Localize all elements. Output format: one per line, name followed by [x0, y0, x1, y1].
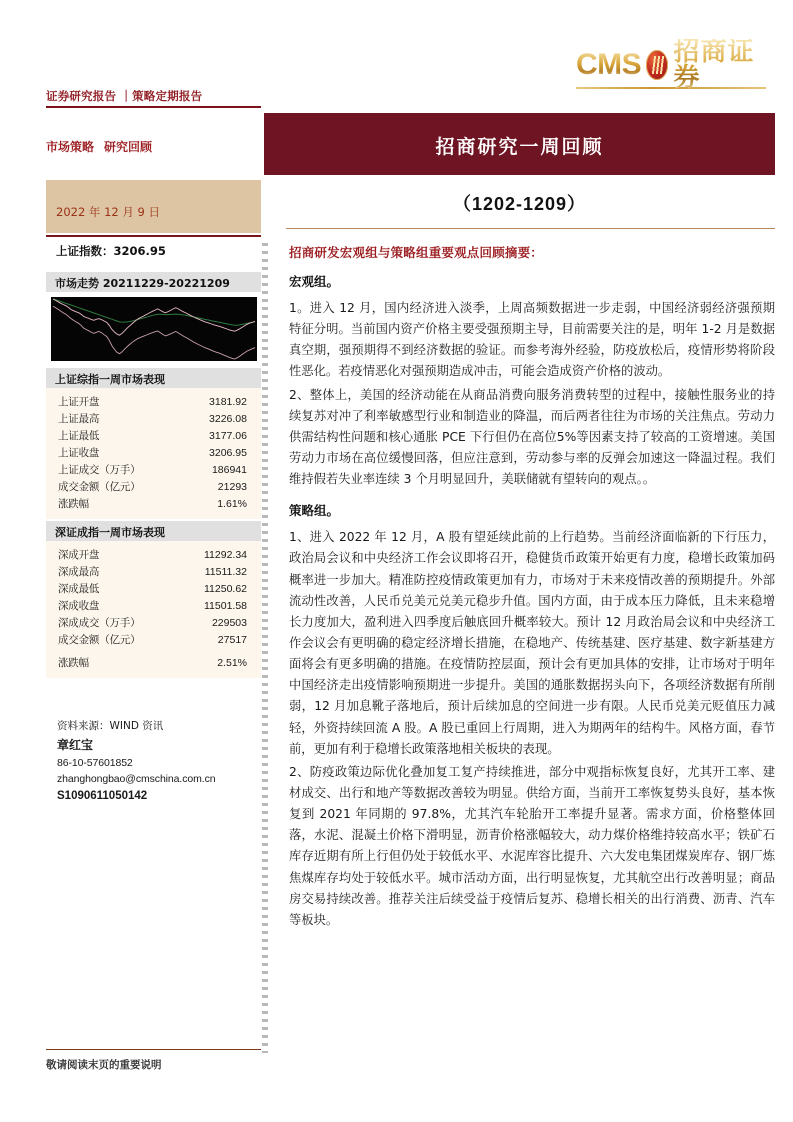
analyst-info-block	[57, 718, 262, 806]
logo-latin-text: CMS	[576, 48, 642, 81]
row-label: 深成最低	[58, 583, 100, 595]
analyst-name: 章红宝	[57, 738, 94, 753]
report-category-sub: 研究回顾	[104, 140, 153, 154]
report-type-label: 证券研究报告 ｜策略定期报告	[46, 89, 203, 103]
chart-series-line	[53, 299, 255, 325]
shenzhen-table-header: 深证成指一周市场表现	[46, 521, 261, 541]
table-row	[58, 496, 247, 513]
row-label: 涨跌幅	[58, 657, 89, 669]
row-label: 成交金额（亿元）	[58, 634, 141, 646]
footer-note: 敬请阅读末页的重要说明	[46, 1059, 162, 1071]
market-trend-chart	[51, 297, 257, 361]
row-label: 深成开盘	[58, 549, 100, 561]
trend-header-label: 市场走势	[55, 277, 99, 290]
report-type-rule	[46, 106, 261, 108]
company-logo	[576, 37, 766, 93]
report-date-band	[46, 180, 261, 233]
main-content	[289, 243, 775, 933]
row-value: 3177.06	[209, 430, 247, 442]
row-value: 229503	[211, 617, 247, 629]
analyst-phone: 86-10-57601852	[57, 756, 133, 769]
banner-bottom-rule	[286, 228, 775, 229]
row-label: 成交金额（亿元）	[58, 481, 141, 493]
index-summary	[56, 243, 166, 259]
trend-chart-svg	[51, 297, 257, 361]
table-row	[58, 462, 247, 479]
row-label: 深成成交（万手）	[58, 617, 141, 629]
report-period: （1202-1209）	[452, 194, 587, 214]
report-date: 2022 年 12 月 9 日	[56, 205, 160, 219]
data-source-label: 资料来源：WIND 资讯	[57, 720, 164, 732]
row-label: 深成最高	[58, 566, 100, 578]
strategy-paragraph: 2、防疫政策边际优化叠加复工复产持续推进，部分中观指标恢复良好，尤其开工率、建材成交、出行和地产等数据改善较为明显。供给方面，当前开工率恢复势头良好，基本恢复到 2021 年同期的 97.8%，尤其汽车轮胎开工率提升显著。需求方面，价格整体回落，水泥、混凝土价格下滑明显，沥青价格涨幅较大，动力煤价格维持较高水平；铁矿石库存近期有所上行但仍处于较低水平、水泥库容比提升、六大发电集团煤炭库存、钢厂炼焦煤库存均处于较低水平。城市活动方面，出行明显恢复，尤其航空出行改善明显；商品房交易持续改善。推荐关注后续受益于疫情后复苏、稳增长相关的出行消费、沥青、汽车等板块。	[289, 764, 775, 927]
table-row	[58, 547, 247, 564]
analyst-email[interactable]: zhanghongbao@cmschina.com.cn	[57, 773, 216, 786]
table-row	[58, 445, 247, 462]
row-value: 11501.58	[203, 600, 247, 612]
row-value: 21293	[217, 481, 247, 493]
logo-chinese-text: 招商证券	[673, 39, 766, 91]
macro-paragraph: 2、整体上，美国的经济动能在从商品消费向服务消费转型的过程中，接触性服务业的持续复苏对冲了利率敏感型行业和制造业的降温，而后两者往往为市场的关注焦点。劳动力供需结构性问题和核心通胀 PCE 下行但仍在高位5%等因素支持了较高的工资增速。美国劳动力市场在高位缓慢回落，但应注意到，劳动参与率的反弹会加速这一降温过程。我们维持假若失业率连续 3 个月明显回升，美联储就有望转向的观点。。	[289, 387, 775, 487]
content-heading: 招商研发宏观组与策略组重要观点回顾摘要：	[289, 245, 544, 260]
macro-section-heading: 宏观组。	[289, 274, 340, 289]
row-value: 186941	[211, 464, 247, 476]
report-title: 招商研究一周回顾	[435, 136, 604, 158]
row-value: 1.61%	[217, 498, 247, 510]
row-value: 11511.32	[204, 566, 247, 578]
row-label: 上证收盘	[58, 447, 100, 459]
row-label: 上证最低	[58, 430, 100, 442]
table-row	[58, 411, 247, 428]
row-value: 11292.34	[203, 549, 247, 561]
table-row	[58, 564, 247, 581]
row-label: 上证开盘	[58, 396, 100, 408]
table-row	[58, 394, 247, 411]
footer-rule	[46, 1049, 261, 1050]
strategy-paragraphs	[289, 527, 775, 931]
cms-emblem-icon	[646, 50, 668, 80]
trend-chart-header	[46, 272, 261, 292]
table-row	[58, 655, 247, 672]
index-summary-label: 上证指数：	[56, 244, 114, 258]
row-value: 3181.92	[209, 396, 247, 408]
macro-paragraph: 1。进入 12 月，国内经济进入淡季，上周高频数据进一步走弱，中国经济弱经济强预期特征分明。当前国内资产价格主要受强预期主导，目前需要关注的是，明年 1-2 月是数据真空期，强预期得不到经济数据的验证。而参考海外经验，防疫放松后，疫情形势将阶段性恶化。若疫情恶化对强预期造成冲击，可能会造成资产价格的波动。	[289, 301, 775, 379]
report-category	[46, 138, 268, 155]
date-band-rule	[46, 235, 261, 237]
shenzhen-table	[46, 541, 261, 678]
strategy-paragraph: 1、进入 2022 年 12 月，A 股有望延续此前的上行趋势。当前经济面临新的下行压力，政治局会议和中央经济工作会议即将召开，稳健货币政策开始更有力度，稳增长政策加码概率进一步加大。精准防控疫情政策更加有力，市场对于未来疫情改善的预期提升。外部流动性改善，人民币兑美元兑美元稳步升值。国内方面，由于成本压力降低，且未来稳增长力度加大，盈利进入四季度后触底回升概率较大。预计 12 月政治局会议和中央经济工作会议会有更明确的稳定经济增长措施，在稳地产、传统基建、医疗基建、数字新基建方面将会有更多明确的措施。在疫情防控层面，预计会有更加具体的安排，让市场对于明年中国经济走出疫情影响预期进一步提升。美国的通胀数据拐头向下，各项经济数据有所削弱，12 月加息靴子落地后，预计后续加息的空间进一步有限。人民币兑美元贬值压力减轻，外资持续回流 A 股。A 股已重回上行周期，进入为期两年的结构牛。风格方面，春节前，更加有利于稳增长政策落地相关板块的表现。	[289, 530, 775, 756]
table-row	[58, 598, 247, 615]
macro-paragraphs	[289, 298, 775, 490]
strategy-section-heading: 策略组。	[289, 503, 340, 519]
row-label: 深成收盘	[58, 600, 100, 612]
row-label: 涨跌幅	[58, 498, 89, 510]
shanghai-table-header: 上证综指一周市场表现	[46, 368, 261, 388]
index-summary-value: 3206.95	[113, 244, 166, 258]
row-value: 3226.08	[209, 413, 247, 425]
trend-header-range: 20211229-20221209	[102, 277, 230, 290]
chart-series-line	[53, 306, 255, 359]
report-category-main: 市场策略	[46, 140, 95, 154]
table-row	[58, 632, 247, 649]
table-row	[58, 428, 247, 445]
sidebar-perforation-divider	[262, 243, 268, 1053]
row-value: 3206.95	[209, 447, 247, 459]
table-row	[58, 581, 247, 598]
title-banner	[264, 113, 775, 175]
row-value: 2.51%	[217, 657, 247, 669]
row-label: 上证最高	[58, 413, 100, 425]
table-row	[58, 479, 247, 496]
table-row	[58, 615, 247, 632]
shanghai-table	[46, 388, 261, 519]
chart-series-line	[53, 299, 255, 335]
row-value: 27517	[217, 634, 247, 646]
analyst-license-number: S1090611050142	[57, 790, 148, 803]
row-label: 上证成交（万手）	[58, 464, 141, 476]
row-value: 11250.62	[203, 583, 247, 595]
